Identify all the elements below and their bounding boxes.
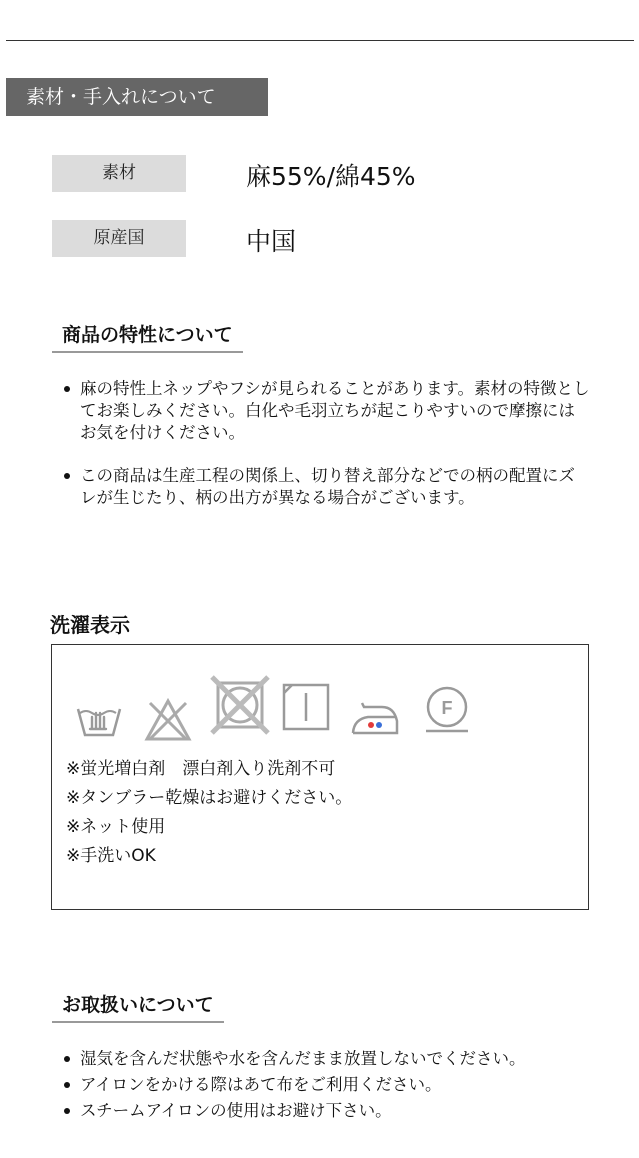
washing-note: ※蛍光増白剤 漂白剤入り洗剤不可: [66, 759, 336, 779]
line-dry-shade-icon: [280, 681, 332, 733]
top-divider: [6, 40, 634, 41]
no-bleach-icon: [144, 697, 192, 743]
washing-note: ※タンブラー乾燥はお避けください。: [66, 788, 353, 808]
washing-title: 洗濯表示: [50, 613, 130, 637]
characteristics-list: [58, 378, 590, 509]
hand-wash-icon: [76, 699, 122, 743]
washing-note: ※ネット使用: [66, 817, 166, 837]
list-item: アイロンをかける際はあて布をご利用ください。: [58, 1074, 590, 1096]
svg-text:F: F: [441, 698, 453, 718]
washing-box: [51, 644, 589, 910]
characteristics-heading: 商品の特性について: [52, 320, 243, 353]
spec-value-material: 麻55%/綿45%: [246, 162, 416, 191]
handling-heading: お取扱いについて: [52, 990, 224, 1023]
list-item: 麻の特性上ネップやフシが見られることがあります。素材の特徴としてお楽しみください。白化や毛羽立ちが起こりやすいので摩擦にはお気を付けください。: [58, 378, 590, 444]
spec-label-origin: 原産国: [52, 220, 186, 257]
dry-clean-f-icon: [422, 685, 472, 735]
list-item: スチームアイロンの使用はお避け下さい。: [58, 1100, 590, 1122]
iron-low-icon: [350, 699, 400, 739]
handling-list: [58, 1048, 590, 1122]
list-item: この商品は生産工程の関係上、切り替え部分などでの柄の配置にズレが生じたり、柄の出方が異なる場合がございます。: [58, 465, 590, 509]
washing-note: ※手洗いOK: [66, 846, 156, 866]
section-header: 素材・手入れについて: [6, 78, 268, 116]
spec-value-origin: 中国: [246, 227, 297, 256]
no-tumble-dry-icon: [210, 675, 270, 735]
washing-notes: [66, 755, 352, 871]
list-item: 湿気を含んだ状態や水を含んだまま放置しないでください。: [58, 1048, 590, 1070]
spec-label-material: 素材: [52, 155, 186, 192]
